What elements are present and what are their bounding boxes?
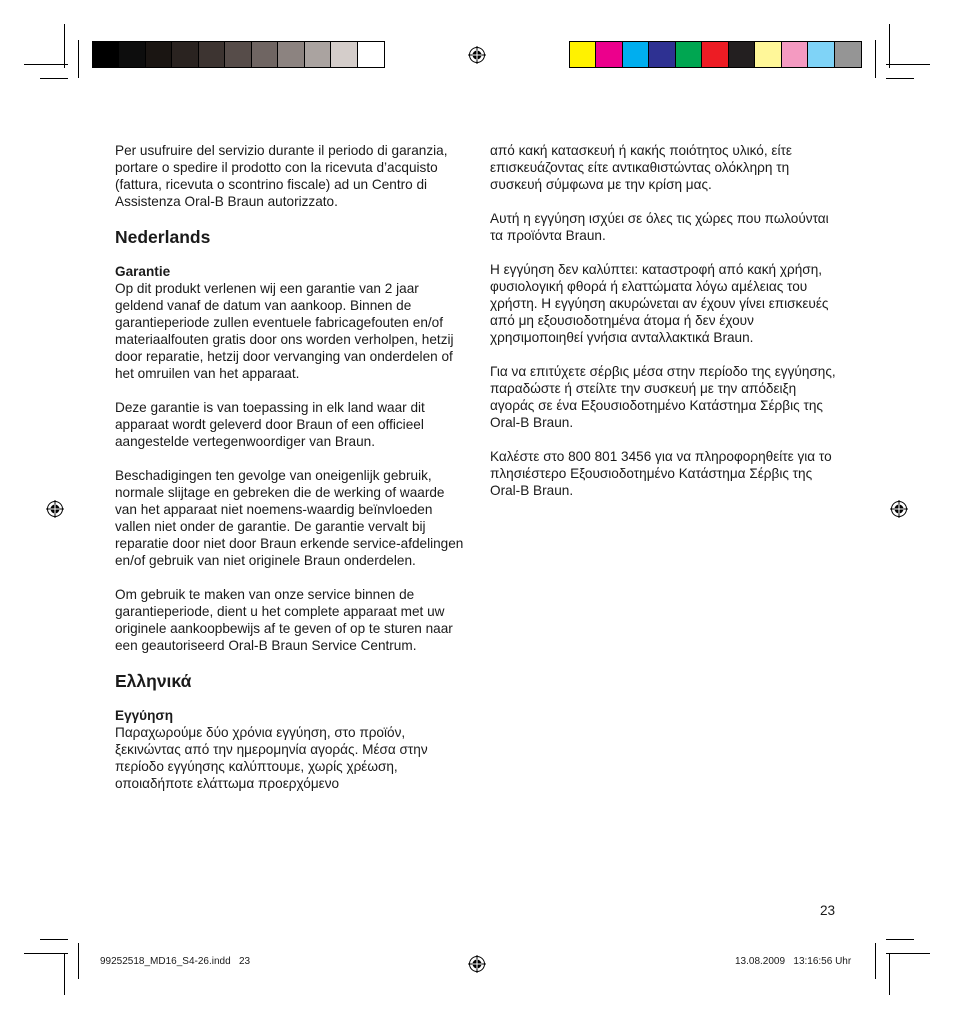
- crop-mark: [886, 78, 914, 79]
- dutch-paragraph-2: Deze garantie is van toepassing in elk land waar dit apparaat wordt geleverd door Braun of een officieel aangestelde vertegenwoordiger van Braun.: [115, 400, 425, 449]
- subheading-garantie: Garantie: [115, 264, 171, 279]
- color-swatch: [596, 42, 622, 67]
- color-swatch: [146, 42, 172, 67]
- grayscale-color-bar: [92, 41, 385, 68]
- section-heading-greek: Ελληνικά: [115, 671, 192, 691]
- greek-paragraph-5: Για να επιτύχετε σέρβις μέσα στην περίοδο της εγγύησης, παραδώστε ή στείλτε την συσκευή με την απόδειξη αγοράς σε ένα Εξουσιοδοτημένο Κατάστημα Σέρβις της Oral-B Braun.: [490, 364, 836, 430]
- cmyk-color-bar: [569, 41, 862, 68]
- crop-mark: [24, 953, 68, 954]
- crop-mark: [40, 78, 68, 79]
- crop-mark: [40, 939, 68, 940]
- crop-mark: [886, 64, 930, 65]
- color-swatch: [729, 42, 755, 67]
- color-swatch: [172, 42, 198, 67]
- color-swatch: [570, 42, 596, 67]
- color-swatch: [755, 42, 781, 67]
- registration-mark-icon: [890, 500, 908, 518]
- crop-mark: [64, 24, 65, 68]
- registration-mark-icon: [468, 955, 486, 973]
- crop-mark: [24, 64, 68, 65]
- color-swatch: [119, 42, 145, 67]
- section-heading-nederlands: Nederlands: [115, 227, 211, 247]
- color-swatch: [252, 42, 278, 67]
- color-swatch: [623, 42, 649, 67]
- color-swatch: [331, 42, 357, 67]
- italian-service-paragraph: Per usufruire del servizio durante il periodo di garanzia, portare o spedire il prodotto con la ricevuta d’acquisto (fattura, ricevuta o scontrino fiscale) ad un Centro di Assistenza Oral-B Braun autorizzato.: [115, 143, 448, 209]
- greek-paragraph-4: Η εγγύηση δεν καλύπτει: καταστροφή από κακή χρήση, φυσιολογική φθορά ή ελαττώματα λόγω αμέλειας του χρήστη. Η εγγύηση ακυρώνεται αν έχουν γίνει επισκευές από μη εξουσιοδοτημένα άτομα ή δεν έχουν χρησιμοποιηθεί γνήσια ανταλλακτικά Braun.: [490, 262, 829, 345]
- crop-mark: [78, 943, 79, 979]
- greek-paragraph-2: από κακή κατασκευή ή κακής ποιότητος υλικό, είτε επισκευάζοντας είτε αντικαθιστώντας ολόκληρη τη συσκευή σύμφωνα με την κρίση μας.: [490, 143, 792, 192]
- crop-mark: [875, 943, 876, 979]
- dutch-paragraph-4: Om gebruik te maken van onze service binnen de garantieperiode, dient u het complete apparaat met uw originele aankoopbewijs af te geven of op te sturen naar een geautoriseerd Oral-B Braun Service Centrum.: [115, 587, 453, 653]
- crop-mark: [64, 953, 65, 995]
- color-swatch: [808, 42, 834, 67]
- crop-mark: [78, 40, 79, 78]
- crop-mark: [889, 24, 890, 68]
- color-swatch: [702, 42, 728, 67]
- crop-mark: [889, 953, 890, 995]
- greek-paragraph-3: Αυτή η εγγύηση ισχύει σε όλες τις χώρες που πωλούνται τα προϊόντα Braun.: [490, 211, 829, 243]
- subheading-eggyisi: Εγγύηση: [115, 708, 174, 723]
- slug-timestamp: 13.08.2009 13:16:56 Uhr: [735, 956, 852, 967]
- dutch-paragraph-3: Beschadigingen ten gevolge van oneigenlijk gebruik, normale slijtage en gebreken die de werking of waarde van het apparaat niet noemens-waardig beïnvloeden vallen niet onder de garantie. De garantie vervalt bij reparatie door niet door Braun erkende service-afdelingen en/of gebruik van niet originele Braun onderdelen.: [115, 468, 464, 568]
- color-swatch: [358, 42, 384, 67]
- color-swatch: [305, 42, 331, 67]
- registration-mark-icon: [46, 500, 64, 518]
- color-swatch: [676, 42, 702, 67]
- left-column: [115, 142, 465, 809]
- color-swatch: [782, 42, 808, 67]
- registration-mark-icon: [468, 46, 486, 64]
- crop-mark: [875, 40, 876, 78]
- slug-filename: 99252518_MD16_S4-26.indd 23: [100, 956, 251, 967]
- color-swatch: [199, 42, 225, 67]
- color-swatch: [278, 42, 304, 67]
- greek-paragraph-6: Καλέστε στο 800 801 3456 για να πληροφορηθείτε για το πλησιέστερο Εξουσιοδοτημένο Κατάστημα Σέρβις της Oral-B Braun.: [490, 449, 832, 498]
- dutch-paragraph-1: Op dit produkt verlenen wij een garantie van 2 jaar geldend vanaf de datum van aankoop. Binnen de garantieperiode zullen eventuele fabricagefouten en/of materiaalfouten gratis door ons worden verholpen, hetzij door reparatie, hetzij door vervanging van onderdelen of het omruilen van het apparaat.: [115, 281, 454, 381]
- color-swatch: [93, 42, 119, 67]
- right-column: [490, 142, 840, 516]
- crop-mark: [886, 953, 930, 954]
- crop-mark: [886, 939, 914, 940]
- color-swatch: [225, 42, 251, 67]
- color-swatch: [649, 42, 675, 67]
- page-number: 23: [820, 903, 836, 918]
- color-swatch: [835, 42, 861, 67]
- greek-paragraph-1: Παραχωρούμε δύο χρόνια εγγύηση, στο προϊόν, ξεκινώντας από την ημερομηνία αγοράς. Μέσα στην περίοδο εγγύησης καλύπτουμε, χωρίς χρέωση, οποιαδήποτε ελάττωμα προερχόμενο: [115, 725, 428, 791]
